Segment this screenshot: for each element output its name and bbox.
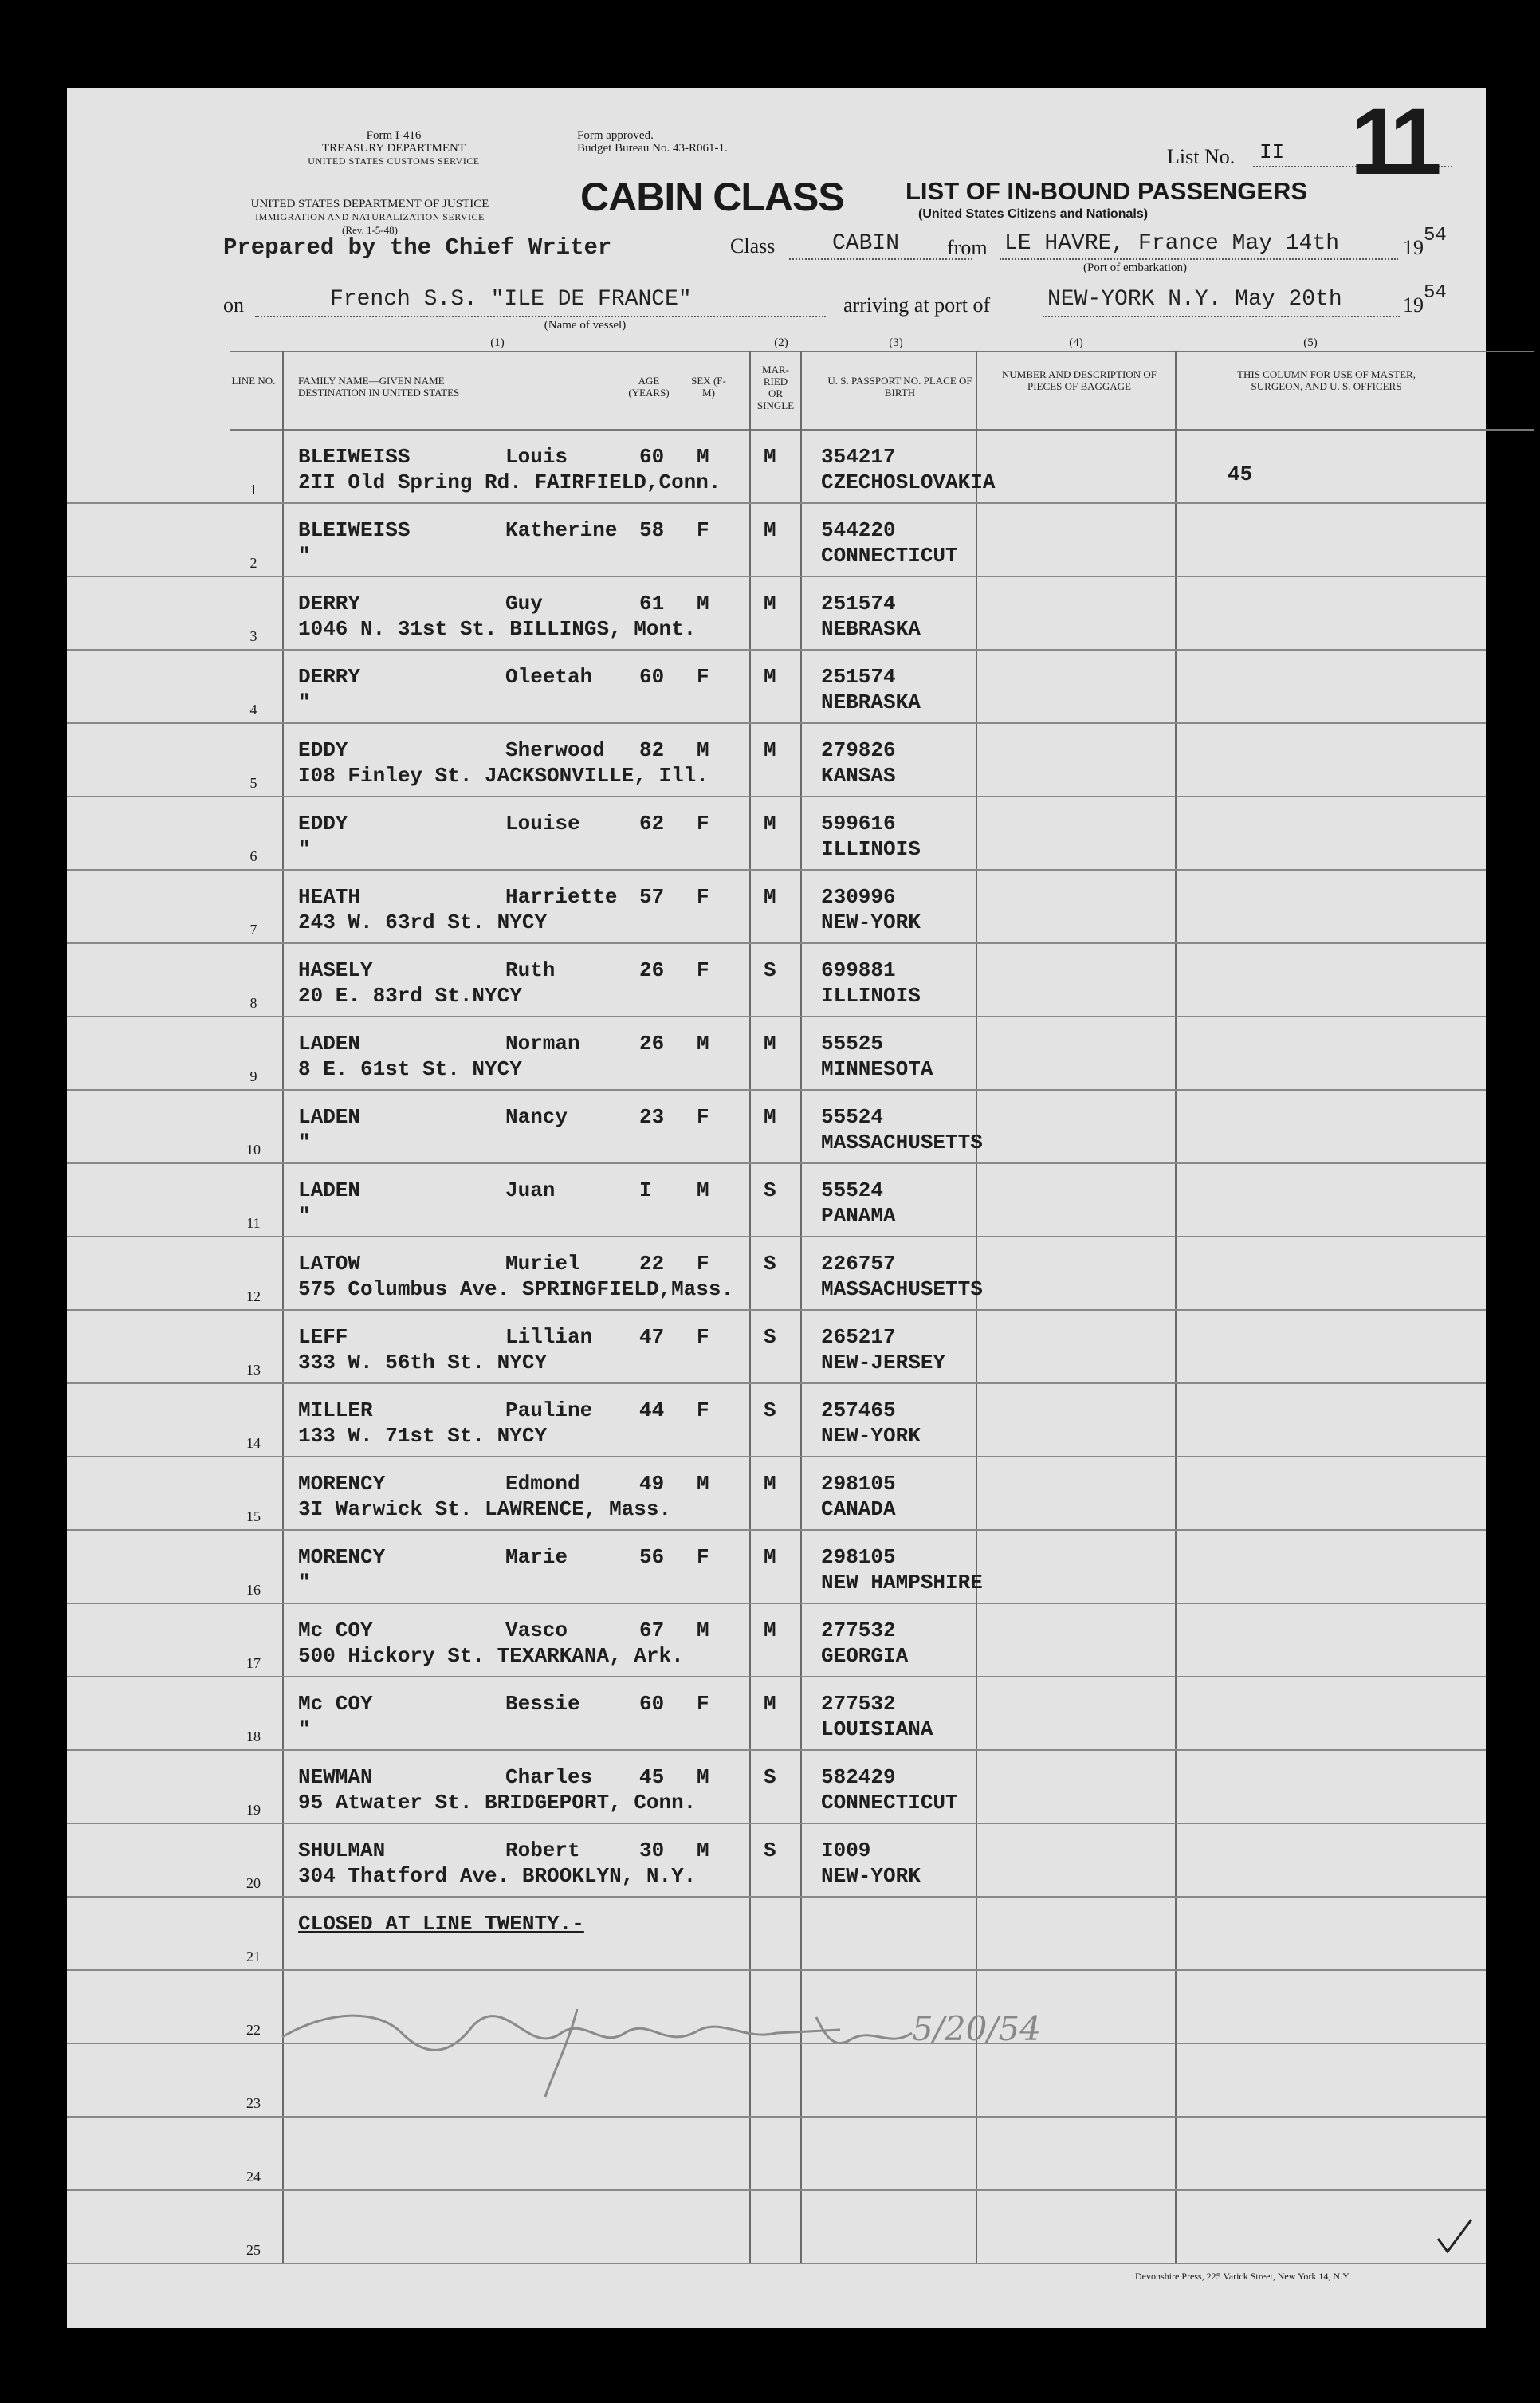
col-num-3: (3) <box>889 336 903 349</box>
family-name: SHULMAN <box>298 1839 386 1862</box>
col-num-1: (1) <box>490 336 505 349</box>
table-row <box>67 577 1486 651</box>
sex: M <box>697 738 709 762</box>
sex: F <box>697 1545 709 1569</box>
line-number: 21 <box>246 1949 261 1964</box>
destination: 8 E. 61st St. NYCY <box>298 1057 522 1081</box>
passport-number: 298105 <box>821 1545 896 1569</box>
family-name: MORENCY <box>298 1545 386 1569</box>
line-number: 8 <box>249 995 257 1011</box>
passport-number: 277532 <box>821 1692 896 1716</box>
given-name: Robert <box>505 1839 580 1862</box>
destination: 133 W. 71st St. NYCY <box>298 1424 548 1448</box>
line-number: 1 <box>249 482 257 498</box>
list-title: LIST OF IN-BOUND PASSENGERS <box>906 177 1308 205</box>
line-number: 15 <box>246 1508 261 1524</box>
passport-number: 226757 <box>821 1252 896 1276</box>
customs-service: UNITED STATES CUSTOMS SERVICE <box>308 155 480 167</box>
sex: F <box>697 1105 709 1129</box>
vessel-dots <box>255 316 826 317</box>
sex: F <box>697 885 709 909</box>
class-dots <box>789 258 972 260</box>
sex: M <box>697 592 709 615</box>
family-name: BLEIWEISS <box>298 445 411 469</box>
age: 26 <box>639 958 665 982</box>
passport-number: I009 <box>821 1839 871 1862</box>
line-number: 23 <box>246 2095 261 2111</box>
marital-status: S <box>764 1325 776 1349</box>
place-of-birth: CANADA <box>821 1497 896 1521</box>
sex: F <box>697 958 709 982</box>
given-name: Oleetah <box>505 665 593 689</box>
table-row <box>67 1017 1486 1091</box>
table-row <box>67 1384 1486 1457</box>
place-of-birth: KANSAS <box>821 764 896 788</box>
table-row <box>67 1604 1486 1677</box>
family-name: LADEN <box>298 1032 361 1056</box>
destination: " <box>298 1204 311 1228</box>
family-name: EDDY <box>298 738 348 762</box>
list-stamp-number: 11 <box>1350 89 1434 195</box>
destination: " <box>298 544 311 568</box>
family-name: DERRY <box>298 592 361 615</box>
place-of-birth: MASSACHUSETTS <box>821 1277 983 1301</box>
arrival-year-value: 54 <box>1424 282 1447 304</box>
age: 61 <box>639 592 665 615</box>
age: 44 <box>639 1398 665 1422</box>
on-label: on <box>223 293 244 317</box>
marital-status: M <box>764 1032 776 1056</box>
family-name: LADEN <box>298 1178 361 1202</box>
sex: M <box>697 1472 709 1496</box>
age: 82 <box>639 738 665 762</box>
col-num-2: (2) <box>774 336 788 349</box>
destination: 95 Atwater St. BRIDGEPORT, Conn. <box>298 1791 697 1815</box>
table-row <box>67 1091 1486 1164</box>
place-of-birth: NEW-YORK <box>821 1424 921 1448</box>
sex: F <box>697 518 709 542</box>
passport-number: 257465 <box>821 1398 896 1422</box>
table-row <box>67 2191 1486 2264</box>
sex: M <box>697 1839 709 1862</box>
treasury-dept: TREASURY DEPARTMENT <box>321 142 466 155</box>
officer-note: 45 <box>1228 462 1253 486</box>
sex: F <box>697 1398 709 1422</box>
class-label: Class <box>730 234 776 258</box>
destination: " <box>298 1717 311 1741</box>
destination: 304 Thatford Ave. BROOKLYN, N.Y. <box>298 1864 697 1888</box>
table-row <box>67 2118 1486 2191</box>
table-row <box>67 1824 1486 1898</box>
marital-status: M <box>764 665 776 689</box>
table-row <box>67 1898 1486 1971</box>
row-rule <box>67 2263 1486 2264</box>
family-name: NEWMAN <box>298 1765 373 1789</box>
sex: F <box>697 1252 709 1276</box>
line-number: 6 <box>249 848 257 864</box>
from-dots <box>1000 258 1398 260</box>
passport-number: 55524 <box>821 1105 884 1129</box>
age: 23 <box>639 1105 665 1129</box>
port-embarkation-caption: (Port of embarkation) <box>1083 262 1187 274</box>
family-name: MORENCY <box>298 1472 386 1496</box>
passport-number: 55524 <box>821 1178 884 1202</box>
place-of-birth: NEW-JERSEY <box>821 1351 946 1375</box>
sex: M <box>697 445 709 469</box>
passport-number: 251574 <box>821 665 896 689</box>
destination: " <box>298 1131 311 1154</box>
arrival-dots <box>1043 316 1400 317</box>
table-row <box>67 1311 1486 1384</box>
family-name: Mc COY <box>298 1692 373 1716</box>
col-header-age: AGE (YEARS) <box>628 375 670 399</box>
table-row <box>67 871 1486 944</box>
budget-bureau: Budget Bureau No. 43-R061-1. <box>577 142 728 155</box>
destination: " <box>298 1571 311 1595</box>
marital-status: S <box>764 958 776 982</box>
place-of-birth: ILLINOIS <box>821 837 921 861</box>
given-name: Marie <box>505 1545 568 1569</box>
line-number: 14 <box>246 1435 261 1451</box>
marital-status: S <box>764 1252 776 1276</box>
passport-number: 582429 <box>821 1765 896 1789</box>
given-name: Pauline <box>505 1398 593 1422</box>
col-num-5: (5) <box>1303 336 1318 349</box>
passport-number: 544220 <box>821 518 896 542</box>
line-number: 19 <box>246 1802 261 1818</box>
sex: M <box>697 1618 709 1642</box>
given-name: Ruth <box>505 958 556 982</box>
passport-number: 251574 <box>821 592 896 615</box>
table-row <box>67 651 1486 724</box>
line-number: 16 <box>246 1582 261 1598</box>
place-of-birth: GEORGIA <box>821 1644 909 1668</box>
family-name: HASELY <box>298 958 373 982</box>
marital-status: S <box>764 1765 776 1789</box>
col-num-4: (4) <box>1069 336 1083 349</box>
list-no-value: II <box>1259 140 1285 164</box>
table-row <box>67 1237 1486 1311</box>
family-name: LATOW <box>298 1252 361 1276</box>
place-of-birth: MINNESOTA <box>821 1057 933 1081</box>
form-approved: Form approved. <box>577 129 654 142</box>
given-name: Harriette <box>505 885 618 909</box>
passport-number: 298105 <box>821 1472 896 1496</box>
passport-number: 699881 <box>821 958 896 982</box>
age: 60 <box>639 445 665 469</box>
age: I <box>639 1178 652 1202</box>
col-header-officers: THIS COLUMN FOR USE OF MASTER, SURGEON, AND U. S. OFFICERS <box>1237 368 1416 392</box>
age: 26 <box>639 1032 665 1056</box>
arrival-value: NEW-YORK N.Y. May 20th <box>1047 287 1342 312</box>
from-year-value: 54 <box>1424 225 1447 246</box>
marital-status: M <box>764 518 776 542</box>
marital-status: M <box>764 1618 776 1642</box>
table-row <box>67 797 1486 871</box>
marital-status: M <box>764 1545 776 1569</box>
arriving-label: arriving at port of <box>843 293 991 317</box>
line-number: 18 <box>246 1729 261 1744</box>
col-header-baggage: NUMBER AND DESCRIPTION OF PIECES OF BAGGAGE <box>1002 368 1157 392</box>
ins-service: IMMIGRATION AND NATURALIZATION SERVICE <box>255 211 485 222</box>
destination: 500 Hickory St. TEXARKANA, Ark. <box>298 1644 684 1668</box>
age: 67 <box>639 1618 665 1642</box>
signature-date: 5/20/54 <box>912 2009 1041 2048</box>
sex: F <box>697 1325 709 1349</box>
age: 22 <box>639 1252 665 1276</box>
table-row <box>67 504 1486 577</box>
table-row <box>67 724 1486 797</box>
place-of-birth: NEBRASKA <box>821 617 921 641</box>
col-header-sex: SEX (F-M) <box>691 375 726 399</box>
destination: 243 W. 63rd St. NYCY <box>298 910 548 934</box>
sex: F <box>697 665 709 689</box>
family-name: EDDY <box>298 812 348 836</box>
given-name: Sherwood <box>505 738 605 762</box>
form-revision: (Rev. 1-5-48) <box>342 224 398 236</box>
age: 60 <box>639 1692 665 1716</box>
list-no-label: List No. <box>1167 145 1236 168</box>
destination: 2II Old Spring Rd. FAIRFIELD,Conn. <box>298 470 721 494</box>
line-number: 4 <box>249 702 257 718</box>
class-value: CABIN <box>832 231 900 256</box>
col-header-passport: U. S. PASSPORT NO. PLACE OF BIRTH <box>827 375 972 399</box>
age: 49 <box>639 1472 665 1496</box>
given-name: Muriel <box>505 1252 580 1276</box>
line-number: 9 <box>249 1068 257 1084</box>
given-name: Bessie <box>505 1692 580 1716</box>
from-label: from <box>947 236 988 259</box>
line-number: 17 <box>246 1655 261 1671</box>
family-name: CLOSED AT LINE TWENTY.- <box>298 1912 584 1936</box>
destination: 1046 N. 31st St. BILLINGS, Mont. <box>298 617 697 641</box>
given-name: Norman <box>505 1032 580 1056</box>
place-of-birth: CONNECTICUT <box>821 544 958 568</box>
marital-status: M <box>764 592 776 615</box>
given-name: Guy <box>505 592 543 615</box>
list-subtitle: (United States Citizens and Nationals) <box>918 207 1149 221</box>
place-of-birth: CZECHOSLOVAKIA <box>821 470 996 494</box>
place-of-birth: NEW-YORK <box>821 910 921 934</box>
age: 62 <box>639 812 665 836</box>
sex: F <box>697 1692 709 1716</box>
age: 56 <box>639 1545 665 1569</box>
given-name: Lillian <box>505 1325 593 1349</box>
family-name: HEATH <box>298 885 361 909</box>
place-of-birth: NEW HAMPSHIRE <box>821 1571 983 1595</box>
age: 57 <box>639 885 665 909</box>
arrival-year-prefix: 19 <box>1403 293 1424 317</box>
from-year-prefix: 19 <box>1403 236 1424 259</box>
cabin-class-title: CABIN CLASS <box>580 175 844 219</box>
marital-status: S <box>764 1839 776 1862</box>
age: 30 <box>639 1839 665 1862</box>
passport-number: 55525 <box>821 1032 884 1056</box>
marital-status: M <box>764 1105 776 1129</box>
place-of-birth: NEBRASKA <box>821 690 921 714</box>
family-name: BLEIWEISS <box>298 518 411 542</box>
line-number: 12 <box>246 1288 261 1304</box>
given-name: Katherine <box>505 518 618 542</box>
passport-number: 277532 <box>821 1618 896 1642</box>
age: 58 <box>639 518 665 542</box>
family-name: MILLER <box>298 1398 373 1422</box>
printer-credit: Devonshire Press, 225 Varick Street, New York 14, N.Y. <box>1135 2271 1351 2282</box>
marital-status: M <box>764 738 776 762</box>
given-name: Nancy <box>505 1105 568 1129</box>
table-row <box>67 1677 1486 1751</box>
family-name: Mc COY <box>298 1618 373 1642</box>
justice-dept: UNITED STATES DEPARTMENT OF JUSTICE <box>250 198 489 210</box>
col-header-married: MAR-RIED OR SINGLE <box>756 364 795 411</box>
age: 45 <box>639 1765 665 1789</box>
line-number: 24 <box>246 2169 261 2185</box>
family-name: DERRY <box>298 665 361 689</box>
passport-number: 599616 <box>821 812 896 836</box>
table-row <box>67 1531 1486 1604</box>
marital-status: S <box>764 1178 776 1202</box>
place-of-birth: PANAMA <box>821 1204 896 1228</box>
destination: 20 E. 83rd St.NYCY <box>298 984 522 1008</box>
col-header-line-no: LINE NO. <box>231 375 276 387</box>
vessel-name: French S.S. "ILE DE FRANCE" <box>330 287 692 312</box>
given-name: Louis <box>505 445 568 469</box>
sex: M <box>697 1765 709 1789</box>
marital-status: S <box>764 1398 776 1422</box>
marital-status: M <box>764 885 776 909</box>
line-number: 11 <box>246 1215 261 1231</box>
place-of-birth: LOUISIANA <box>821 1717 933 1741</box>
family-name: LEFF <box>298 1325 348 1349</box>
col-header-name: FAMILY NAME—GIVEN NAME DESTINATION IN UNITED STATES <box>298 375 460 399</box>
form-number: Form I-416 <box>366 129 422 142</box>
place-of-birth: CONNECTICUT <box>821 1791 958 1815</box>
manifest-page <box>67 88 1486 2328</box>
place-of-birth: MASSACHUSETTS <box>821 1131 983 1154</box>
sex: M <box>697 1032 709 1056</box>
vessel-caption: (Name of vessel) <box>544 319 627 332</box>
age: 60 <box>639 665 665 689</box>
sex: F <box>697 812 709 836</box>
line-number: 20 <box>246 1875 261 1891</box>
passport-number: 230996 <box>821 885 896 909</box>
given-name: Juan <box>505 1178 556 1202</box>
destination: 575 Columbus Ave. SPRINGFIELD,Mass. <box>298 1277 734 1301</box>
table-row <box>67 1457 1486 1531</box>
table-row <box>67 944 1486 1017</box>
given-name: Charles <box>505 1765 593 1789</box>
check-mark-icon <box>1435 2216 1475 2256</box>
family-name: LADEN <box>298 1105 361 1129</box>
marital-status: M <box>764 1692 776 1716</box>
table-row <box>67 431 1486 504</box>
table-row <box>67 1751 1486 1824</box>
destination: 3I Warwick St. LAWRENCE, Mass. <box>298 1497 672 1521</box>
from-value: LE HAVRE, France May 14th <box>1004 231 1340 256</box>
given-name: Edmond <box>505 1472 580 1496</box>
table-row <box>67 1164 1486 1237</box>
marital-status: M <box>764 1472 776 1496</box>
line-number: 5 <box>249 775 257 791</box>
place-of-birth: NEW-YORK <box>821 1864 921 1888</box>
given-name: Vasco <box>505 1618 568 1642</box>
passport-number: 354217 <box>821 445 896 469</box>
passport-number: 265217 <box>821 1325 896 1349</box>
age: 47 <box>639 1325 665 1349</box>
destination: I08 Finley St. JACKSONVILLE, Ill. <box>298 764 709 788</box>
destination: 333 W. 56th St. NYCY <box>298 1351 548 1375</box>
line-number: 10 <box>246 1142 261 1158</box>
line-number: 25 <box>246 2242 261 2258</box>
marital-status: M <box>764 445 776 469</box>
sex: M <box>697 1178 709 1202</box>
line-number: 2 <box>249 555 257 571</box>
passport-number: 279826 <box>821 738 896 762</box>
destination: " <box>298 837 311 861</box>
place-of-birth: ILLINOIS <box>821 984 921 1008</box>
table-top-line <box>230 351 1534 352</box>
marital-status: M <box>764 812 776 836</box>
prepared-by: Prepared by the Chief Writer <box>223 234 612 261</box>
destination: " <box>298 690 311 714</box>
line-number: 3 <box>249 628 257 644</box>
given-name: Louise <box>505 812 580 836</box>
line-number: 13 <box>246 1362 261 1378</box>
line-number: 22 <box>246 2022 261 2038</box>
line-number: 7 <box>249 922 257 938</box>
